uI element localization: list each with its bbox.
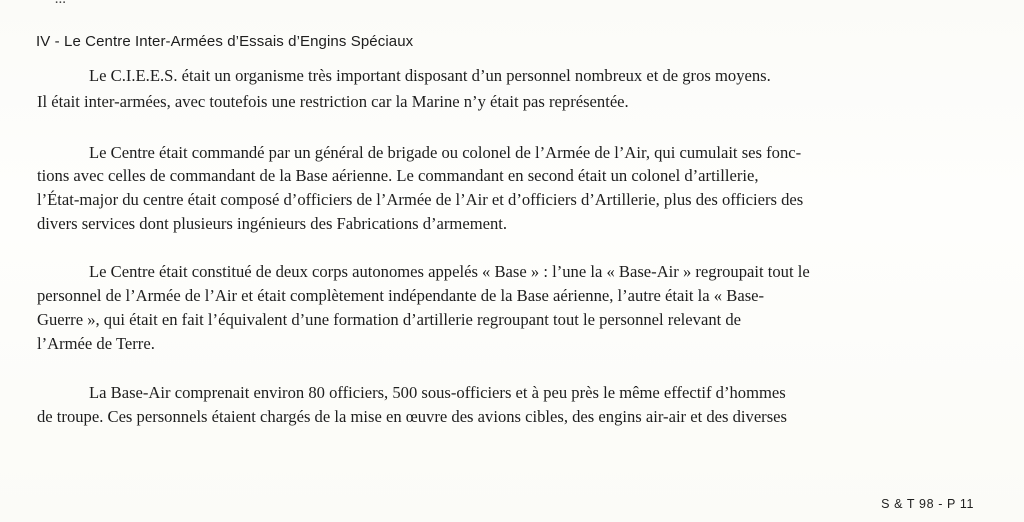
cut-off-previous-text [36,0,66,8]
paragraph-4-line-1: La Base-Air comprenait environ 80 officiers, 500 sous-officiers et à peu près le même effectif d’hommes [89,383,786,402]
paragraph-3-line-3: Guerre », qui était en fait l’équivalent d’une formation d’artillerie regroupant tout le personnel relevant de [37,310,742,329]
paragraph-1-line-2: Il était inter-armées, avec toutefois une restriction car la Marine n’y était pas représentée. [37,92,629,111]
paragraph-2-line-4: divers services dont plusieurs ingénieurs des Fabrications d’armement. [37,214,508,233]
paragraph-3-line-1: Le Centre était constitué de deux corps autonomes appelés « Base » : l’une la « Base-Air » regroupait tout le [89,262,810,281]
section-heading: IV - Le Centre Inter-Armées d’Essais d’Engins Spéciaux [36,33,414,50]
paragraph-2-line-3: l’État-major du centre était composé d’officiers de l’Armée de l’Air et d’officiers d’Artillerie, plus des officiers des [37,190,804,209]
paragraph-3-line-4: l’Armée de Terre. [37,334,155,353]
page-number-footer: S & T 98 - P 11 [881,497,974,511]
paragraph-2-line-1: Le Centre était commandé par un général de brigade ou colonel de l’Armée de l’Air, qui cumulait ses fonc- [89,143,802,162]
paragraph-4-line-2: de troupe. Ces personnels étaient chargés de la mise en œuvre des avions cibles, des engins air-air et des diverses [37,407,787,426]
paragraph-1-line-1: Le C.I.E.E.S. était un organisme très important disposant d’un personnel nombreux et de gros moyens. [89,66,771,85]
paragraph-3-line-2: personnel de l’Armée de l’Air et était complètement indépendante de la Base aérienne, l’autre était la « Base- [37,286,765,305]
paragraph-2-line-2: tions avec celles de commandant de la Base aérienne. Le commandant en second était un colonel d’artillerie, [37,166,759,185]
